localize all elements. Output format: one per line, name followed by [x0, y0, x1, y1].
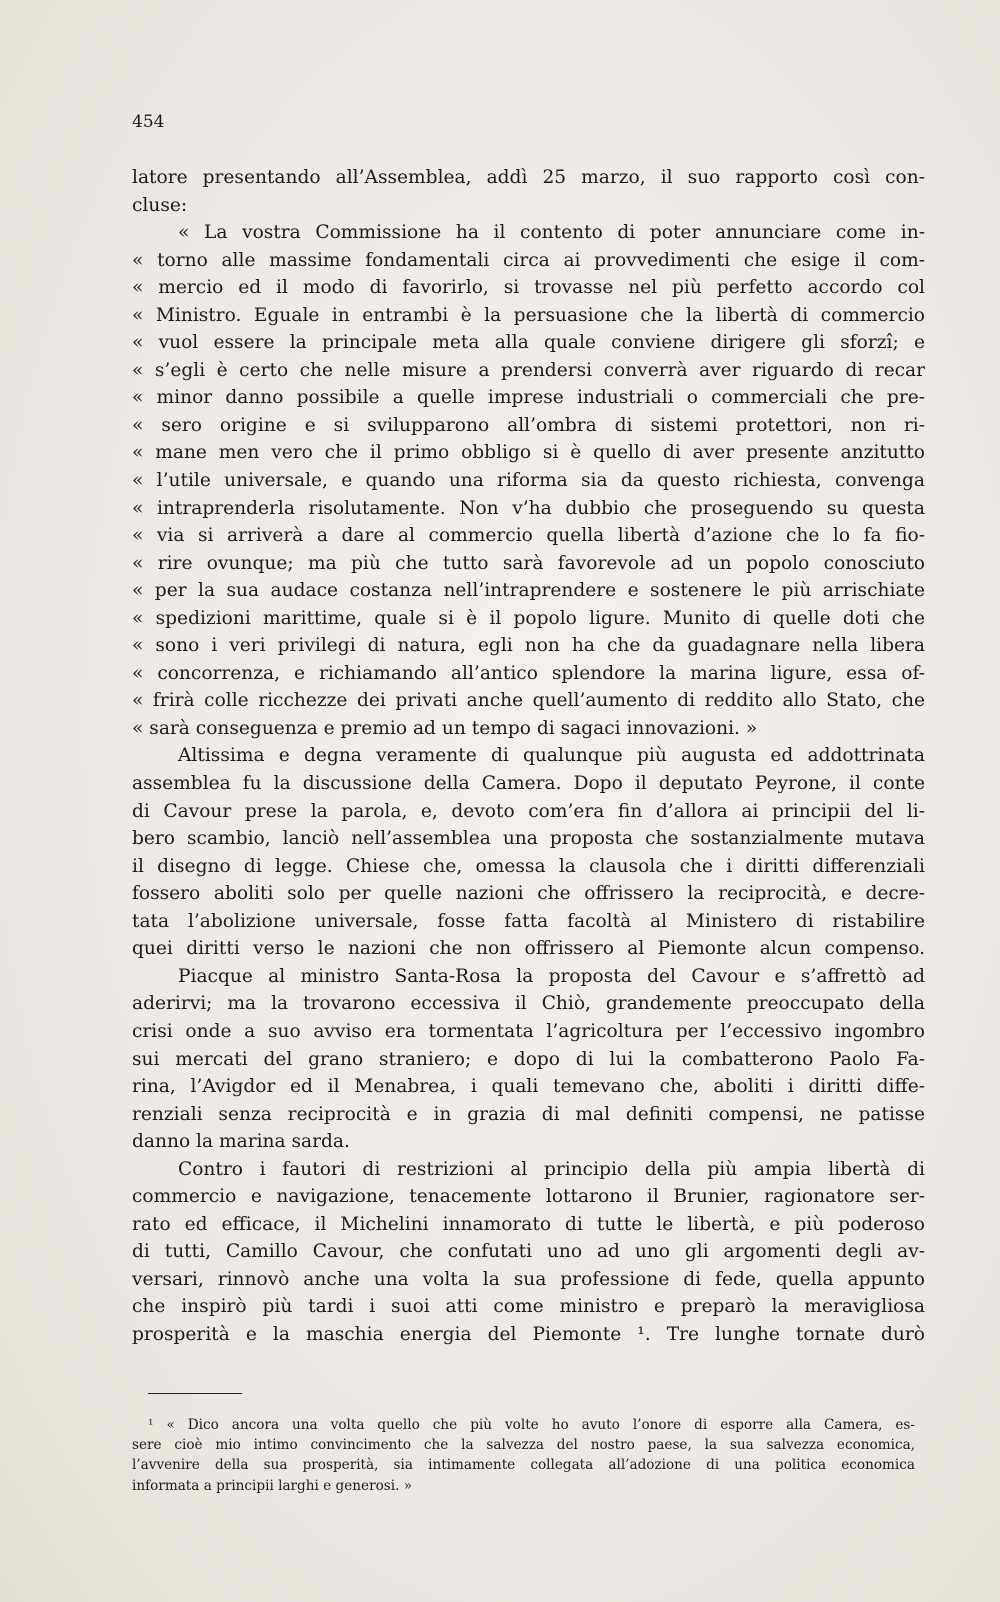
- text-line: Piacque al ministro Santa-Rosa la proposta del Cavour e s’affrettò ad: [178, 965, 925, 987]
- text-line: « intraprenderla risolutamente. Non v’ha dubbio che proseguendo su questa: [132, 497, 925, 519]
- text-line: renziali senza reciprocità e in grazia di mal definiti compensi, ne patisse: [132, 1103, 925, 1125]
- text-line: « La vostra Commissione ha il contento di poter annunciare come in-: [178, 222, 925, 244]
- text-line: « minor danno possibile a quelle imprese industriali o commerciali che pre-: [132, 387, 925, 409]
- text-line: cluse:: [132, 194, 188, 216]
- text-line: Contro i fautori di restrizioni al principio della più ampia libertà di: [178, 1158, 925, 1180]
- text-line: versari, rinnovò anche una volta la sua professione di fede, quella appunto: [132, 1268, 925, 1290]
- text-line: « s’egli è certo che nelle misure a prendersi converrà aver riguardo di recar: [132, 359, 925, 381]
- text-line: tata l’abolizione universale, fosse fatta facoltà al Ministero di ristabilire: [132, 910, 925, 932]
- footnote-line: l’avvenire della sua prosperità, sia intimamente collegata all’adozione di una politica economica: [132, 1457, 915, 1474]
- text-line: aderirvi; ma la trovarono eccessiva il Chiò, grandemente preoccupato della: [132, 993, 925, 1015]
- text-line: « mane men vero che il primo obbligo si è quello di aver presente anzitutto: [132, 442, 925, 464]
- text-line: « sarà conseguenza e premio ad un tempo di sagaci innovazioni. »: [132, 717, 758, 739]
- text-line: « frirà colle ricchezze dei privati anche quell’aumento di reddito allo Stato, che: [132, 690, 925, 712]
- text-line: « spedizioni marittime, quale si è il popolo ligure. Munito di quelle doti che: [132, 607, 925, 629]
- text-line: « l’utile universale, e quando una riforma sia da questo richiesta, convenga: [132, 470, 925, 492]
- text-line: « concorrenza, e richiamando all’antico splendore la marina ligure, essa of-: [132, 662, 925, 684]
- text-line: assemblea fu la discussione della Camera. Dopo il deputato Peyrone, il conte: [132, 773, 925, 795]
- text-line: bero scambio, lanciò nell’assemblea una proposta che sostanzialmente mutava: [132, 828, 925, 850]
- text-line: fossero aboliti solo per quelle nazioni che offrissero la reciprocità, e decre-: [132, 883, 925, 905]
- text-line: danno la marina sarda.: [132, 1131, 350, 1153]
- text-line: « torno alle massime fondamentali circa ai provvedimenti che esige il com-: [132, 249, 925, 271]
- text-line: di Cavour prese la parola, e, devoto com’era fin d’allora ai principii del li-: [132, 800, 925, 822]
- text-line: rato ed efficace, il Michelini innamorato di tutte le libertà, e più poderoso: [132, 1213, 925, 1235]
- text-line: rina, l’Avigdor ed il Menabrea, i quali temevano che, aboliti i diritti diffe-: [132, 1076, 925, 1098]
- footnote-divider: [148, 1393, 242, 1394]
- footnote-line: informata a principii larghi e generosi. »: [132, 1477, 413, 1494]
- page-number: 454: [132, 112, 165, 132]
- text-line: « per la sua audace costanza nell’intraprendere e sostenere le più arrischiate: [132, 580, 925, 602]
- footnote-line: sere cioè mio intimo convincimento che la salvezza del nostro paese, la sua salvezza economica,: [132, 1437, 915, 1454]
- text-line: crisi onde a suo avviso era tormentata l’agricoltura per l’eccessivo ingombro: [132, 1020, 925, 1042]
- text-line: quei diritti verso le nazioni che non offrissero al Piemonte alcun compenso.: [132, 938, 925, 960]
- text-line: commercio e navigazione, tenacemente lottarono il Brunier, ragionatore ser-: [132, 1186, 925, 1208]
- text-line: « rire ovunque; ma più che tutto sarà favorevole ad un popolo conosciuto: [132, 552, 925, 574]
- text-line: « vuol essere la principale meta alla quale conviene dirigere gli sforzî; e: [132, 332, 925, 354]
- text-line: che inspirò più tardi i suoi atti come ministro e preparò la meravigliosa: [132, 1296, 925, 1318]
- text-line: Altissima e degna veramente di qualunque più augusta ed addottrinata: [178, 745, 925, 767]
- text-line: di tutti, Camillo Cavour, che confutati uno ad uno gli argomenti degli av-: [132, 1241, 925, 1263]
- main-text: [132, 164, 925, 1349]
- text-line: « mercio ed il modo di favorirlo, si trovasse nel più perfetto accordo col: [132, 277, 925, 299]
- footnote-line: ¹ « Dico ancora una volta quello che più volte ho avuto l’onore di esporre alla Camera, es-: [148, 1417, 915, 1433]
- text-line: « sero origine e si svilupparono all’ombra di sistemi protettori, non ri-: [132, 414, 925, 436]
- text-line: « via si arriverà a dare al commercio quella libertà d’azione che lo fa fio-: [132, 525, 925, 547]
- text-line: « sono i veri privilegi di natura, egli non ha che da guadagnare nella libera: [132, 635, 925, 657]
- text-line: « Ministro. Eguale in entrambi è la persuasione che la libertà di commercio: [132, 304, 925, 326]
- footnote: [132, 1415, 915, 1496]
- text-line: prosperità e la maschia energia del Piemonte ¹. Tre lunghe tornate durò: [132, 1323, 925, 1345]
- text-line: latore presentando all’Assemblea, addì 25 marzo, il suo rapporto così con-: [132, 167, 925, 188]
- text-line: sui mercati del grano straniero; e dopo di lui la combatterono Paolo Fa-: [132, 1048, 925, 1070]
- text-line: il disegno di legge. Chiese che, omessa la clausola che i diritti differenziali: [132, 855, 925, 877]
